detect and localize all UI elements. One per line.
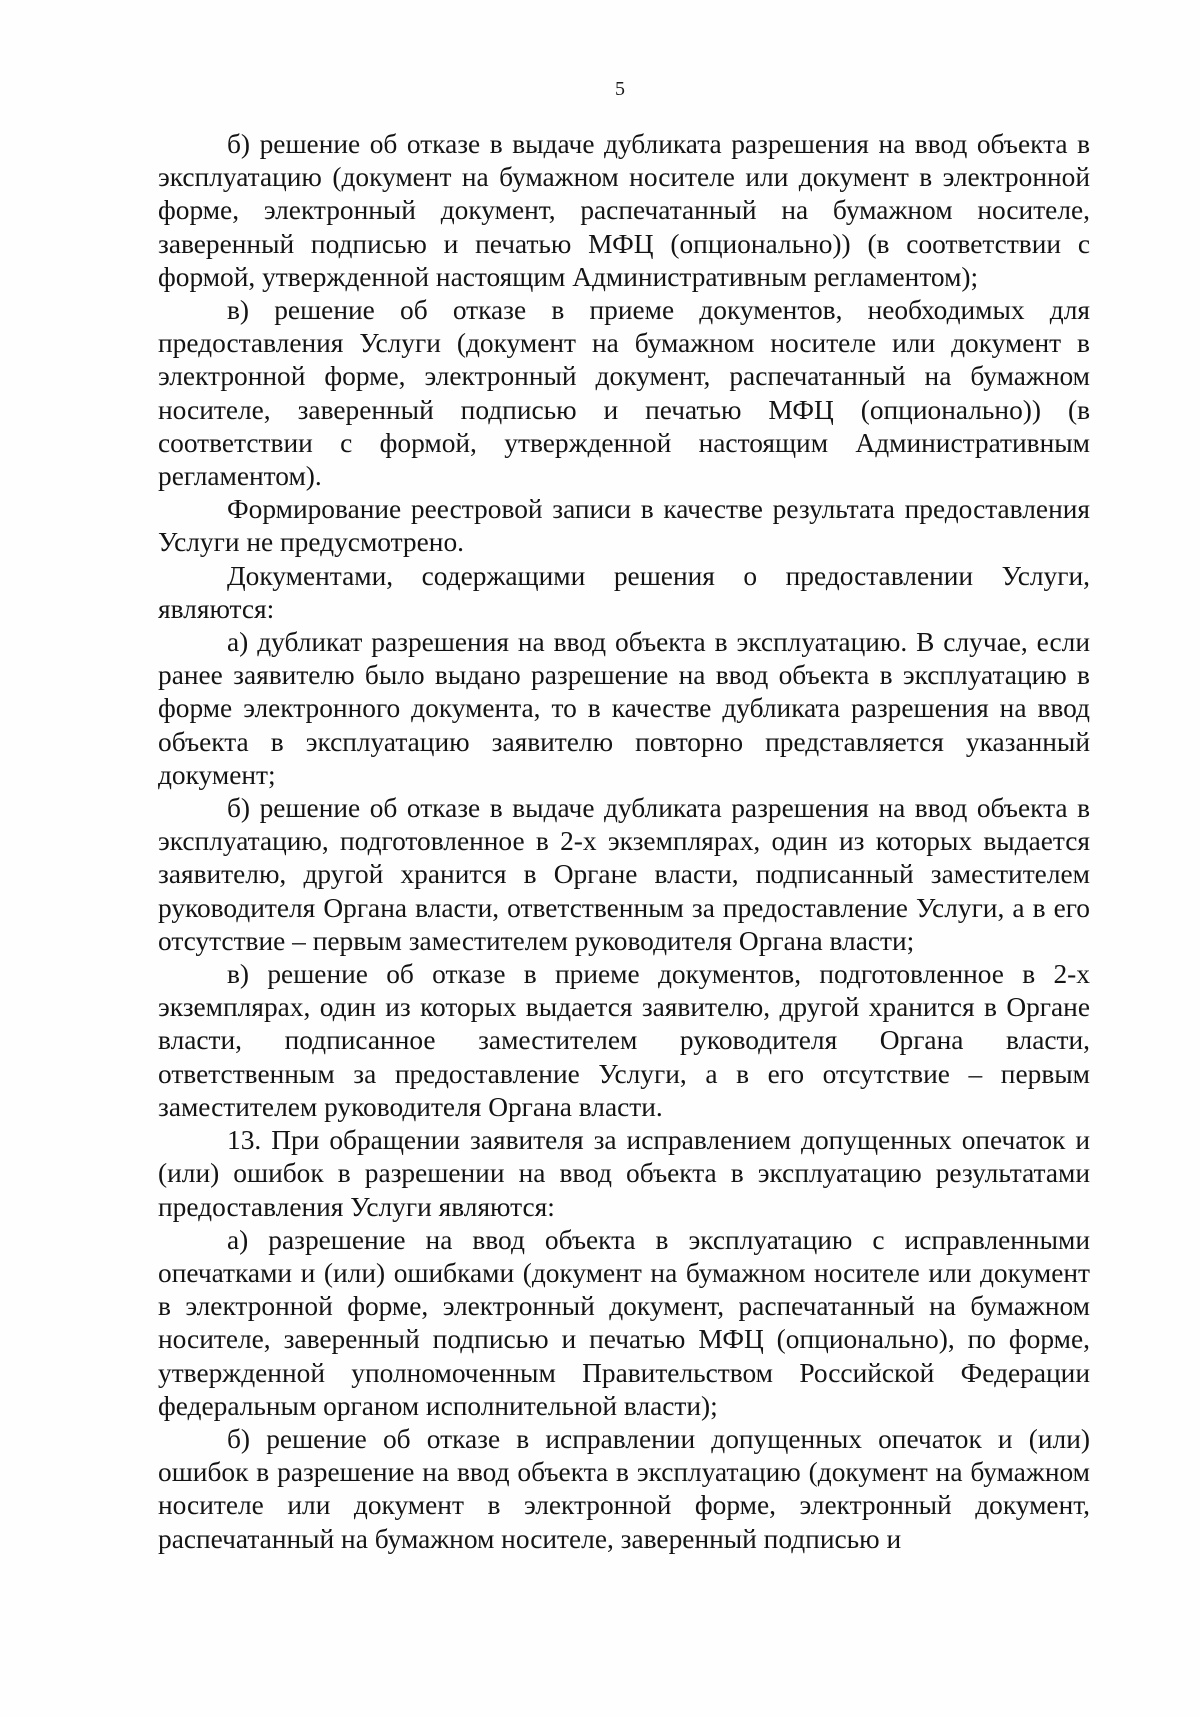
paragraph-v-refusal-acceptance: в) решение об отказе в приеме документов, необходимых для предоставления Услуги (документ на бумажном носителе или документ в электронной форме, электронный документ, распечатанный на бумажном носителе, заверенный подписью и печатью МФЦ (опционально)) (в соответствии с формой, утвержденной настоящим Административным регламентом). — [158, 295, 1090, 492]
paragraph-decision-documents: Документами, содержащими решения о предоставлении Услуги, являются: — [158, 560, 1090, 624]
paragraph-a-duplicate: а) дубликат разрешения на ввод объекта в эксплуатацию. В случае, если ранее заявителю было выдано разрешение на ввод объекта в эксплуатацию в форме электронного документа, то в качестве дубликата разрешения на ввод объекта в эксплуатацию заявителю повторно представляется указанный документ; — [158, 627, 1090, 790]
paragraph-b-refusal-duplicate: б) решение об отказе в выдаче дубликата разрешения на ввод объекта в эксплуатацию (документ на бумажном носителе или документ в электронной форме, электронный документ, распечатанный на бумажном носителе, заверенный подписью и печатью МФЦ (опционально)) (в соответствии с формой, утвержденной настоящим Административным регламентом); — [158, 129, 1090, 292]
document-body — [158, 128, 1090, 1556]
paragraph-b-refusal-duplicate-copies: б) решение об отказе в выдаче дубликата разрешения на ввод объекта в эксплуатацию, подготовленное в 2-х экземплярах, один из которых выдается заявителю, другой хранится в Органе власти, подписанный заместителем руководителя Органа власти, ответственным за предоставление Услуги, а в его отсутствие – первым заместителем руководителя Органа власти; — [158, 793, 1090, 956]
page-number: 5 — [615, 78, 625, 100]
paragraph-13-correction: 13. При обращении заявителя за исправлением допущенных опечаток и (или) ошибок в разрешении на ввод объекта в эксплуатацию результатами предоставления Услуги являются: — [158, 1125, 1090, 1222]
paragraph-a-corrected-permit: а) разрешение на ввод объекта в эксплуатацию с исправленными опечатками и (или) ошибками (документ на бумажном носителе или документ в электронной форме, электронный документ, распечатанный на бумажном носителе, заверенный подписью и печатью МФЦ (опционально), по форме, утвержденной уполномоченным Правительством Российской Федерации федеральным органом исполнительной власти); — [158, 1224, 1090, 1421]
paragraph-registry-record: Формирование реестровой записи в качестве результата предоставления Услуги не предусмотрено. — [158, 494, 1090, 558]
paragraph-b-refusal-correction: б) решение об отказе в исправлении допущенных опечаток и (или) ошибок в разрешение на ввод объекта в эксплуатацию (документ на бумажном носителе или документ в электронной форме, электронный документ, распечатанный на бумажном носителе, заверенный подписью и — [158, 1423, 1090, 1554]
paragraph-v-refusal-acceptance-copies: в) решение об отказе в приеме документов, подготовленное в 2-х экземплярах, один из которых выдается заявителю, другой хранится в Органе власти, подписанное заместителем руководителя Органа власти, ответственным за предоставление Услуги, а в его отсутствие – первым заместителем руководителя Органа власти. — [158, 959, 1090, 1122]
